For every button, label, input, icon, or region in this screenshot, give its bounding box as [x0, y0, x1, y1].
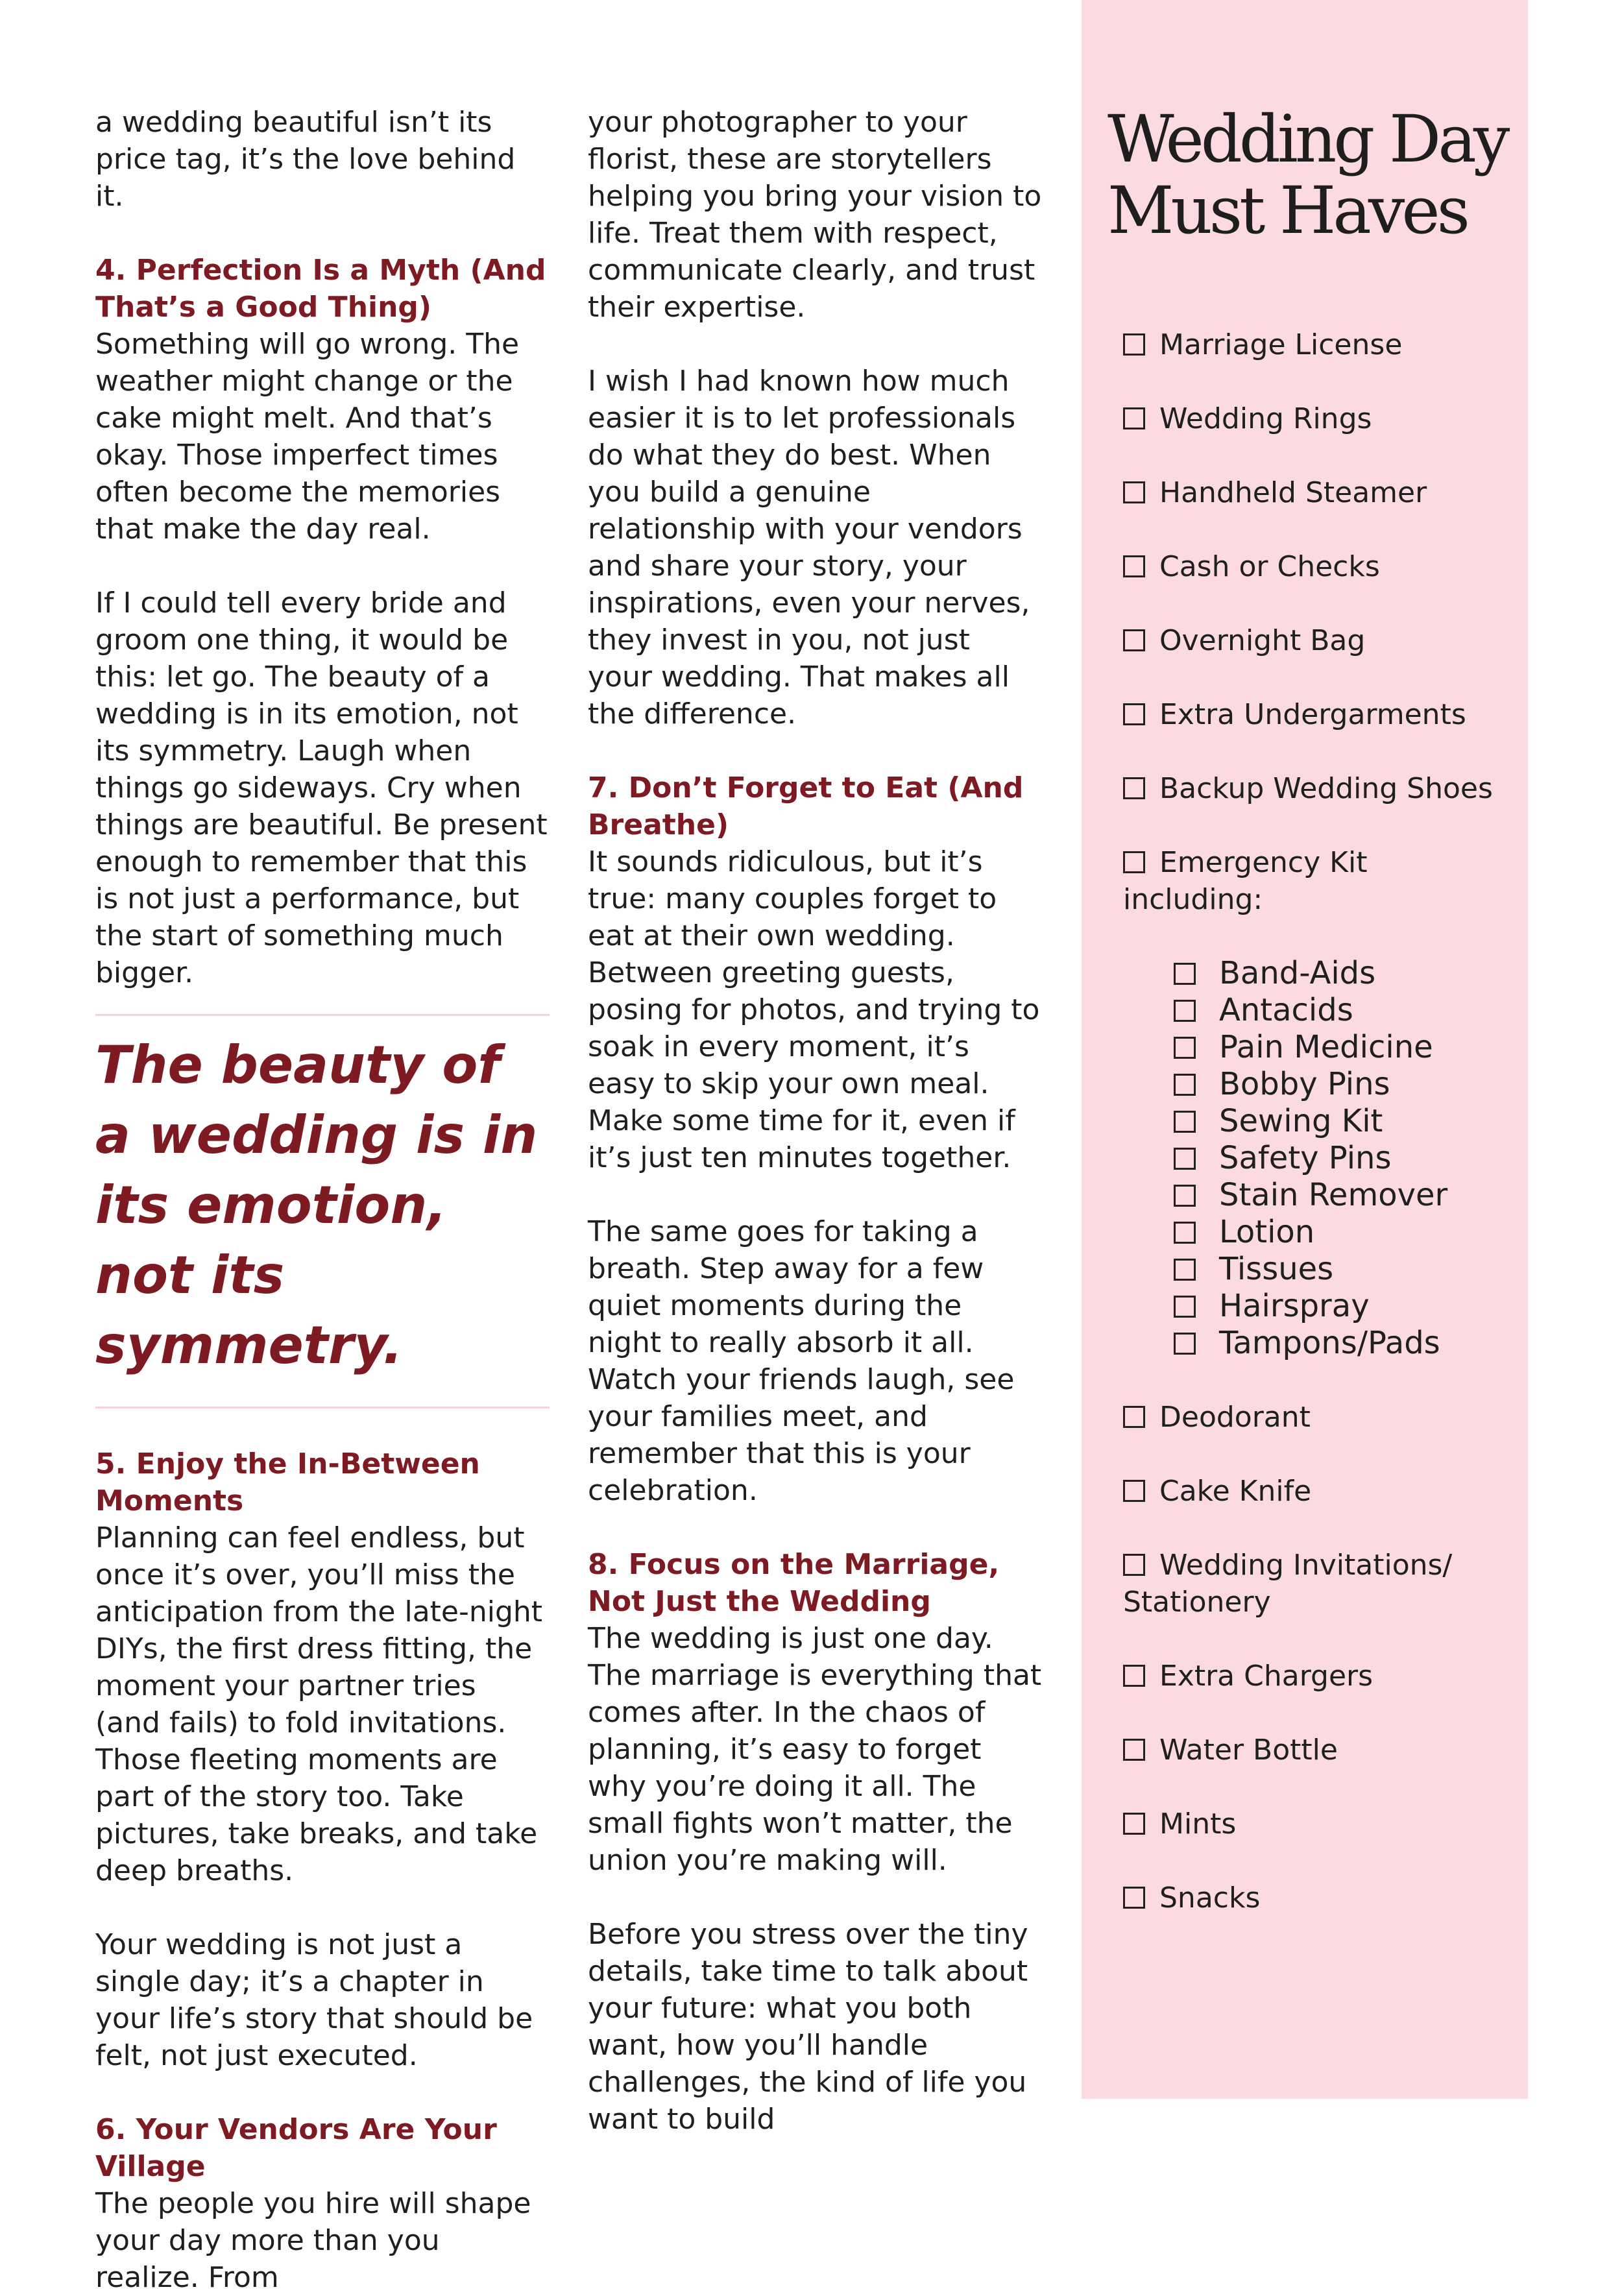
- emergency-kit-item[interactable]: [1174, 1177, 1512, 1214]
- checklist-item-label: Wedding Rings: [1159, 402, 1372, 435]
- sidebar-title: [1108, 101, 1507, 248]
- checkbox-icon[interactable]: [1174, 1111, 1196, 1133]
- sidebar-title-line: Wedding Day: [1108, 101, 1507, 177]
- section-heading-5: 5. Enjoy the In-Between Moments: [95, 1447, 480, 1517]
- checklist-item-label: Overnight Bag: [1159, 624, 1366, 657]
- section-heading-6: 6. Your Vendors Are Your Village: [95, 2113, 497, 2183]
- emergency-kit-item-label: Antacids: [1219, 992, 1353, 1028]
- checkbox-icon[interactable]: [1174, 1259, 1196, 1281]
- checkbox-icon[interactable]: [1123, 1813, 1145, 1835]
- checkbox-icon[interactable]: [1174, 1074, 1196, 1096]
- emergency-kit-item[interactable]: [1174, 1029, 1512, 1066]
- checklist-item-label: Marriage License: [1159, 328, 1403, 361]
- sidebar-title-line: Must Haves: [1108, 173, 1467, 248]
- section-heading-7: 7. Don’t Forget to Eat (And Breathe): [588, 771, 1024, 841]
- emergency-kit-item-label: Hairspray: [1219, 1288, 1370, 1324]
- checkbox-icon[interactable]: [1123, 1887, 1145, 1909]
- checklist-item[interactable]: [1123, 474, 1512, 511]
- checklist-item[interactable]: [1123, 1399, 1512, 1436]
- checklist: [1123, 326, 1512, 1953]
- checklist-item[interactable]: [1123, 1806, 1512, 1843]
- checklist-item[interactable]: [1123, 770, 1512, 807]
- checklist-item[interactable]: [1123, 326, 1512, 363]
- emergency-kit-item[interactable]: [1174, 1325, 1512, 1362]
- emergency-kit-item[interactable]: [1174, 1140, 1512, 1177]
- paragraph: Something will go wrong. The weather might change or the cake might melt. And that’s okay. Those imperfect times often become the memories that make the day real.: [95, 328, 520, 546]
- checklist-item-label: Cake Knife: [1159, 1475, 1312, 1508]
- checklist-item[interactable]: [1123, 696, 1512, 733]
- checklist-item[interactable]: [1123, 844, 1512, 918]
- emergency-kit-item-label: Safety Pins: [1219, 1140, 1392, 1176]
- section-heading-4: 4. Perfection Is a Myth (And That’s a Good Thing): [95, 254, 546, 324]
- checkbox-icon[interactable]: [1123, 1554, 1145, 1576]
- checklist-item[interactable]: [1123, 1658, 1512, 1695]
- emergency-kit-item[interactable]: [1174, 1103, 1512, 1140]
- checkbox-icon[interactable]: [1123, 703, 1145, 725]
- checkbox-icon[interactable]: [1123, 1406, 1145, 1428]
- emergency-kit-item[interactable]: [1174, 992, 1512, 1029]
- checklist-item-label: Emergency Kit including:: [1123, 846, 1368, 916]
- paragraph: I wish I had known how much easier it is to let professionals do what they do best. When you build a genuine relationship with your vendors and share your story, your inspirations, even your nerves, they invest in you, not just your wedding. That makes all the difference.: [588, 365, 1030, 731]
- checkbox-icon[interactable]: [1174, 1037, 1196, 1059]
- checklist-sidebar: [1082, 0, 1528, 2099]
- checklist-item-label: Extra Undergarments: [1159, 698, 1466, 731]
- paragraph: Before you stress over the tiny details, take time to talk about your future: what you both want, how you’ll handle challenges, the kind of life you want to build: [588, 1918, 1028, 2136]
- checklist-item[interactable]: [1123, 548, 1512, 585]
- emergency-kit-item-label: Stain Remover: [1219, 1177, 1448, 1213]
- emergency-kit-list: [1123, 955, 1512, 1362]
- emergency-kit-item-label: Tampons/Pads: [1219, 1325, 1440, 1361]
- paragraph: The wedding is just one day. The marriage is everything that comes after. In the chaos of planning, it’s easy to forget why you’re doing it all. The small fights won’t matter, the union you’re making will.: [588, 1622, 1042, 1877]
- checkbox-icon[interactable]: [1123, 555, 1145, 577]
- article-column-left: [95, 104, 550, 2296]
- checklist-item-label: Cash or Checks: [1159, 550, 1380, 583]
- emergency-kit-item[interactable]: [1174, 1288, 1512, 1325]
- checklist-item-label: Water Bottle: [1159, 1734, 1338, 1767]
- emergency-kit-item-label: Band-Aids: [1219, 955, 1376, 991]
- pull-quote: The beauty of a wedding is in its emotion, not its symmetry.: [95, 1014, 550, 1408]
- checkbox-icon[interactable]: [1123, 851, 1145, 873]
- checklist-item-label: Deodorant: [1159, 1401, 1311, 1434]
- checkbox-icon[interactable]: [1174, 1333, 1196, 1355]
- paragraph: Planning can feel endless, but once it’s over, you’ll miss the anticipation from the late-night DIYs, the first dress fitting, the moment your partner tries (and fails) to fold invitations. Those fleeting moments are part of the story too. Take pictures, take breaks, and take deep breaths.: [95, 1521, 543, 1887]
- paragraph: It sounds ridiculous, but it’s true: many couples forget to eat at their own wedding. Between greeting guests, posing for photos, and trying to soak in every moment, it’s easy to skip your own meal. Make some time for it, even if it’s just ten minutes together.: [588, 845, 1040, 1174]
- paragraph: Your wedding is not just a single day; it’s a chapter in your life’s story that should be felt, not just executed.: [95, 1928, 533, 2072]
- checklist-item-label: Snacks: [1159, 1881, 1261, 1915]
- checkbox-icon[interactable]: [1174, 1000, 1196, 1022]
- checkbox-icon[interactable]: [1174, 1222, 1196, 1244]
- emergency-kit-item[interactable]: [1174, 1214, 1512, 1251]
- paragraph: If I could tell every bride and groom one thing, it would be this: let go. The beauty of a wedding is in its emotion, not its symmetry. Laugh when things go sideways. Cry when things are beautiful. Be present enough to remember that this is not just a performance, but the start of something much bigger.: [95, 586, 548, 989]
- article-column-middle: [588, 104, 1042, 2138]
- checkbox-icon[interactable]: [1123, 777, 1145, 799]
- checkbox-icon[interactable]: [1123, 629, 1145, 651]
- checkbox-icon[interactable]: [1123, 1739, 1145, 1761]
- checklist-item[interactable]: [1123, 622, 1512, 659]
- checkbox-icon[interactable]: [1123, 1480, 1145, 1502]
- paragraph: The same goes for taking a breath. Step away for a few quiet moments during the night to really absorb it all. Watch your friends laugh, see your families meet, and remember that this is your celebration.: [588, 1215, 1015, 1507]
- checklist-item-label: Handheld Steamer: [1159, 476, 1427, 509]
- checkbox-icon[interactable]: [1123, 333, 1145, 356]
- emergency-kit-item[interactable]: [1174, 1066, 1512, 1103]
- emergency-kit-item-label: Sewing Kit: [1219, 1103, 1383, 1139]
- checklist-item[interactable]: [1123, 400, 1512, 437]
- checkbox-icon[interactable]: [1174, 1296, 1196, 1318]
- emergency-kit-item-label: Pain Medicine: [1219, 1029, 1433, 1065]
- checklist-item-label: Mints: [1159, 1807, 1237, 1841]
- checklist-item-label: Wedding Invitations/ Stationery: [1123, 1549, 1453, 1619]
- checklist-item[interactable]: [1123, 1879, 1512, 1916]
- checklist-item-label: Backup Wedding Shoes: [1159, 772, 1493, 805]
- checklist-item[interactable]: [1123, 1732, 1512, 1769]
- checkbox-icon[interactable]: [1174, 963, 1196, 985]
- emergency-kit-item-label: Lotion: [1219, 1214, 1315, 1250]
- paragraph: your photographer to your florist, these are storytellers helping you bring your vision to life. Treat them with respect, communicate clearly, and trust their expertise.: [588, 106, 1042, 324]
- checkbox-icon[interactable]: [1174, 1148, 1196, 1170]
- checkbox-icon[interactable]: [1123, 407, 1145, 429]
- checklist-item[interactable]: [1123, 1547, 1512, 1621]
- checkbox-icon[interactable]: [1174, 1185, 1196, 1207]
- checklist-item[interactable]: [1123, 1473, 1512, 1510]
- checklist-item-label: Extra Chargers: [1159, 1660, 1374, 1693]
- paragraph: The people you hire will shape your day more than you realize. From: [95, 2187, 531, 2294]
- section-heading-8: 8. Focus on the Marriage, Not Just the Wedding: [588, 1548, 1000, 1618]
- checkbox-icon[interactable]: [1123, 481, 1145, 503]
- paragraph: a wedding beautiful isn’t its price tag, it’s the love behind it.: [95, 106, 516, 213]
- emergency-kit-item[interactable]: [1174, 955, 1512, 992]
- emergency-kit-item-label: Bobby Pins: [1219, 1066, 1390, 1102]
- emergency-kit-item[interactable]: [1174, 1251, 1512, 1288]
- emergency-kit-item-label: Tissues: [1219, 1251, 1334, 1287]
- checkbox-icon[interactable]: [1123, 1665, 1145, 1687]
